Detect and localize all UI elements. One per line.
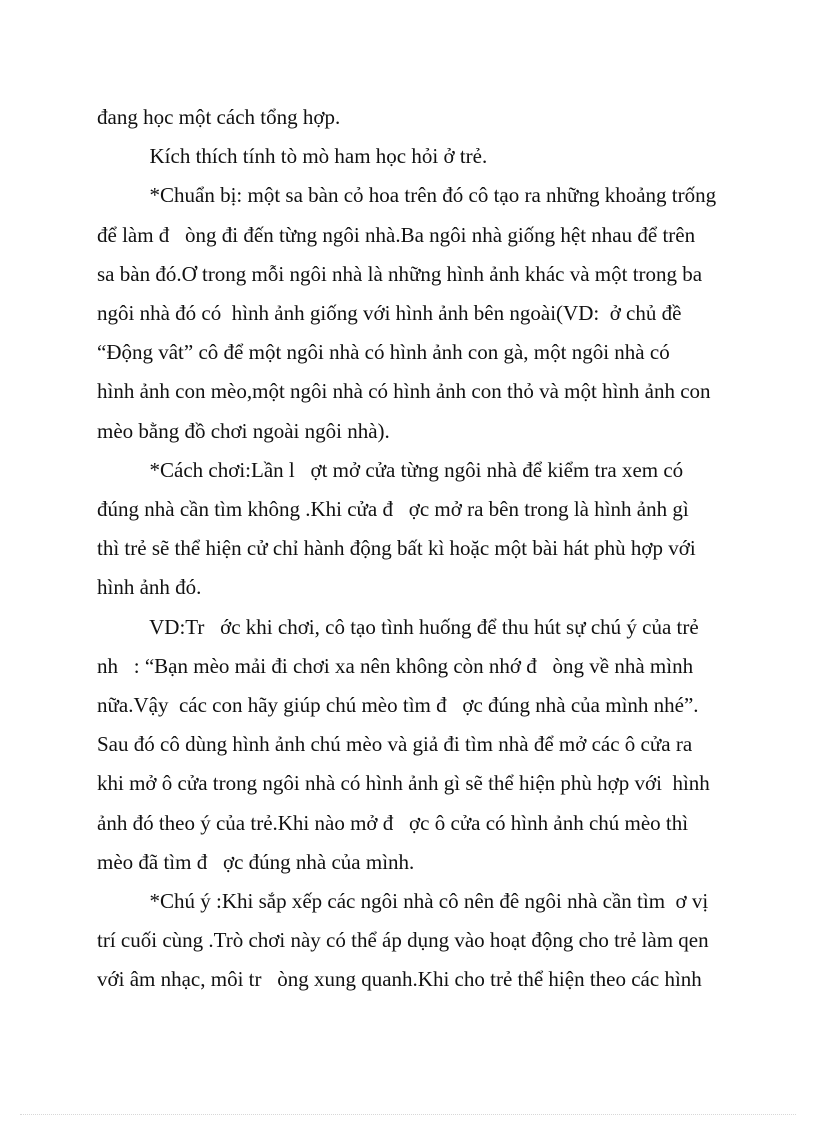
text-line: Sau đó cô dùng hình ảnh chú mèo và giả đi tìm nhà để mở các ô cửa ra <box>97 732 693 756</box>
page-bottom-divider <box>20 1114 796 1115</box>
text-line: đúng nhà cần tìm không .Khi cửa đ ợc mở ra bên trong là hình ảnh gì <box>97 497 689 521</box>
text-line: VD:Tr ớc khi chơi, cô tạo tình huống để thu hút sự chú ý của trẻ <box>97 615 699 639</box>
text-line: trí cuối cùng .Trò chơi này có thể áp dụng vào hoạt động cho trẻ làm qen <box>97 928 709 952</box>
text-line: sa bàn đó.Ơ trong mỗi ngôi nhà là những hình ảnh khác và một trong ba <box>97 262 703 286</box>
text-line: với âm nhạc, môi tr òng xung quanh.Khi cho trẻ thể hiện theo các hình <box>97 967 702 991</box>
text-line: *Chuẩn bị: một sa bàn cỏ hoa trên đó cô tạo ra những khoảng trống <box>97 183 717 207</box>
text-line: thì trẻ sẽ thể hiện cử chỉ hành động bất kì hoặc một bài hát phù hợp với <box>97 536 696 560</box>
text-line: khi mở ô cửa trong ngôi nhà có hình ảnh gì sẽ thể hiện phù hợp với hình <box>97 771 710 795</box>
text-line: nữa.Vậy các con hãy giúp chú mèo tìm đ ợc đúng nhà của mình nhé”. <box>97 693 699 717</box>
text-line: “Động vât” cô để một ngôi nhà có hình ảnh con gà, một ngôi nhà có <box>97 340 670 364</box>
text-line: mèo bằng đồ chơi ngoài ngôi nhà). <box>97 419 390 443</box>
text-line: nh : “Bạn mèo mải đi chơi xa nên không còn nhớ đ òng về nhà mình <box>97 654 694 678</box>
text-line: *Chú ý :Khi sắp xếp các ngôi nhà cô nên đê ngôi nhà cần tìm ơ vị <box>97 889 709 913</box>
text-line: ảnh đó theo ý của trẻ.Khi nào mở đ ợc ô cửa có hình ảnh chú mèo thì <box>97 811 689 835</box>
text-line: hình ảnh con mèo,một ngôi nhà có hình ảnh con thỏ và một hình ảnh con <box>97 379 711 403</box>
text-line: mèo đã tìm đ ợc đúng nhà của mình. <box>97 850 415 874</box>
text-line: để làm đ òng đi đến từng ngôi nhà.Ba ngôi nhà giống hệt nhau để trên <box>97 223 696 247</box>
text-line: *Cách chơi:Lần l ợt mở cửa từng ngôi nhà để kiểm tra xem có <box>97 458 684 482</box>
text-line: đang học một cách tổng hợp. <box>97 105 341 129</box>
text-line: ngôi nhà đó có hình ảnh giống với hình ảnh bên ngoài(VD: ở chủ đề <box>97 301 682 325</box>
text-line: Kích thích tính tò mò ham học hỏi ở trẻ. <box>97 144 488 168</box>
text-line: hình ảnh đó. <box>97 575 202 599</box>
